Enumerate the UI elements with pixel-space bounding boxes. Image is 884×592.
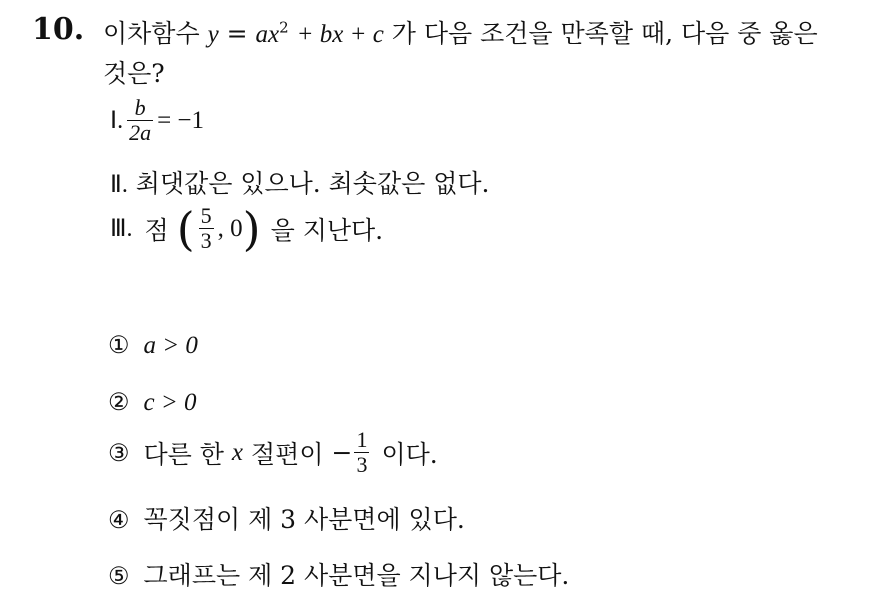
left-paren: ( [176,201,195,256]
choice-3-pre: 다른 한 [143,439,224,469]
choice-3[interactable] [108,428,438,477]
condition-1-fraction [127,96,153,145]
choice-5[interactable] [108,556,569,592]
choice-2[interactable] [108,387,196,417]
condition-1-label: Ⅰ. [110,108,124,134]
condition-3-fraction [199,204,214,253]
condition-3-label: Ⅲ. [110,216,133,242]
condition-1-rest: = −1 [157,106,205,134]
choice-3-sign: − [331,438,353,467]
choice-3-fraction [354,428,369,477]
condition-2-label: Ⅱ. [110,172,128,198]
question-stem [103,14,818,50]
choice-2-mark: ② [108,388,130,416]
fraction-denominator: 3 [356,452,368,477]
condition-3 [110,201,384,256]
choice-3-mark: ③ [108,438,130,467]
condition-3-suffix: 을 지난다. [270,215,384,245]
question-number: 10. [32,12,85,47]
choice-3-post: 이다. [381,439,438,469]
stem-y: y [207,21,219,48]
coord-rest: , 0 [217,214,243,242]
condition-2-text: 최댓값은 있으나. 최솟값은 없다. [135,169,490,198]
stem-exponent: 2 [279,18,289,37]
stem-prefix: 이차함수 [103,19,200,48]
stem-ax: ax [255,21,280,48]
condition-3-prefix: 점 [144,215,169,245]
fraction-numerator: 1 [356,427,368,452]
right-paren: ) [242,201,261,256]
stem-bx-c: + bx + c [296,21,384,48]
stem-suffix: 가 다음 조건을 만족할 때, 다음 중 옳은 [391,19,818,48]
condition-2 [110,164,489,200]
choice-4[interactable] [108,500,465,536]
condition-1 [110,96,204,145]
choice-1-math: a > 0 [143,332,198,359]
fraction-denominator: 2a [129,120,152,145]
choice-5-mark: ⑤ [108,562,130,590]
fraction-denominator: 3 [200,228,212,253]
stem-line2: 것은? [103,59,165,88]
fraction-numerator: b [134,95,146,120]
choice-1-mark: ① [108,331,130,359]
choice-5-text: 그래프는 제 2 사분면을 지나지 않는다. [143,561,570,590]
choice-4-mark: ④ [108,506,130,534]
choice-2-math: c > 0 [143,389,197,416]
choice-1[interactable] [108,330,198,360]
choice-4-text: 꼭짓점이 제 3 사분면에 있다. [143,505,465,534]
choice-3-mid: 절편이 [251,439,324,469]
stem-equals: = [226,19,248,48]
fraction-numerator: 5 [200,203,212,228]
choice-3-var: x [231,438,244,466]
